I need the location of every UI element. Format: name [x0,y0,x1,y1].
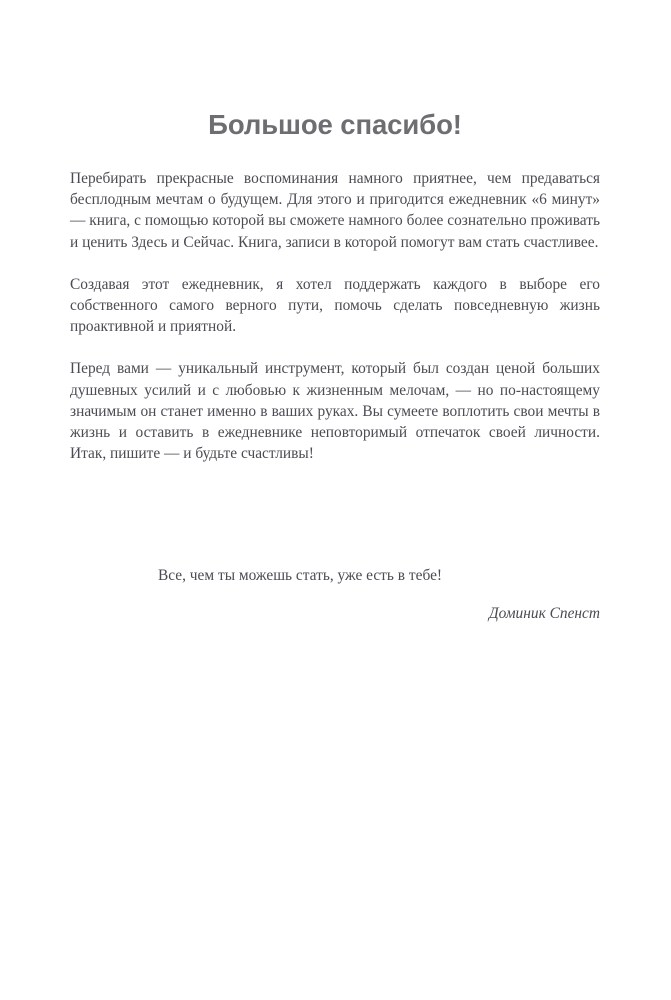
body-text-block [70,168,600,464]
author-signature: Доминик Спенст [488,605,600,623]
body-paragraph: Создавая этот ежедневник, я хотел поддержать каждого в выборе его собственного самого верного пути, помочь сделать повседневную жизнь проактивной и приятной. [70,275,600,336]
closing-quote: Все, чем ты можешь стать, уже есть в тебе! [158,567,443,584]
page-title: Большое спасибо! [208,109,462,140]
closing-block [70,565,600,624]
body-paragraph: Перед вами — уникальный инструмент, который был создан ценой больших душевных усилий и с любовью к жизненным мелочам, — но по-настоящему значимым он станет именно в ваших руках. Вы сумеете воплотить свои мечты в жизнь и оставить в ежедневнике неповторимый отпечаток своей личности. Итак, пишите — и будьте счастливы! [70,360,600,463]
body-paragraph: Перебирать прекрасные воспоминания намного приятнее, чем предаваться бесплодным мечтам о будущем. Для этого и пригодится ежедневник «6 минут» — книга, с помощью которой вы сможете намного более сознательно проживать и ценить Здесь и Сейчас. Книга, записи в которой помогут вам стать счастливее. [70,170,600,251]
